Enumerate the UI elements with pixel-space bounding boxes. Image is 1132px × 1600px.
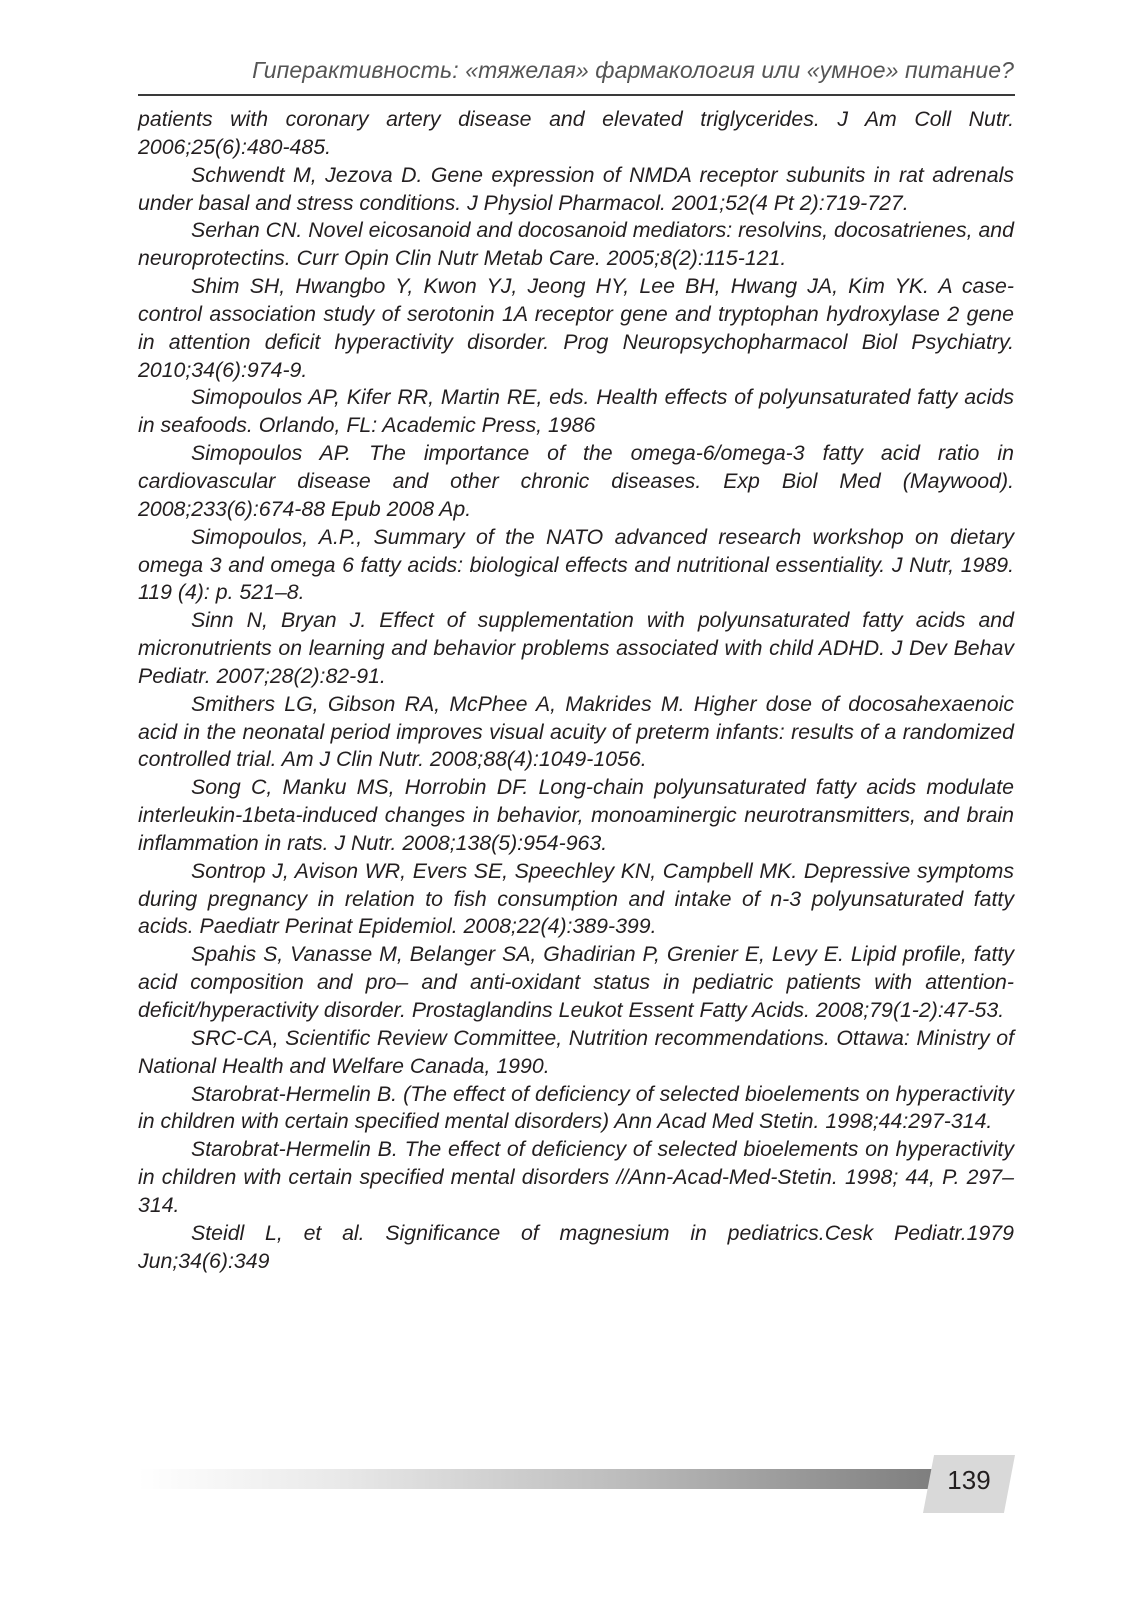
reference-entry: Sontrop J, Avison WR, Evers SE, Speechley KN, Campbell MK. Depressive symptoms during pregnancy in relation to fish consumption and intake of n-3 polyunsaturated fatty acids. Paediatr Perinat Epidemiol. 2008;22(4):389-399. [138,858,1014,939]
page-number: 139 [947,1465,991,1495]
header-rule [138,94,1015,96]
reference-entry: Spahis S, Vanasse M, Belanger SA, Ghadirian P, Grenier E, Levy E. Lipid profile, fatty acid composition and pro– and anti-oxidant status in pediatric patients with attention-deficit/hyperactivity disorder. Prostaglandins Leukot Essent Fatty Acids. 2008;79(1-2):47-53. [138,942,1014,1022]
reference-entry: Steidl L, et al. Significance of magnesium in pediatrics.Cesk Pediatr.1979 Jun;34(6):349 [138,1220,1014,1273]
reference-entry-continued: patients with coronary artery disease and elevated triglycerides. J Am Coll Nutr. 2006;25(6):480-485. [138,107,1014,159]
reference-entry: Schwendt M, Jezova D. Gene expression of NMDA receptor subunits in rat adrenals under basal and stress conditions. J Physiol Pharmacol. 2001;52(4 Pt 2):719-727. [138,162,1014,215]
reference-entry: Sinn N, Bryan J. Effect of supplementation with polyunsaturated fatty acids and micronutrients on learning and behavior problems associated with child ADHD. J Dev Behav Pediatr. 2007;28(2):82-91. [138,608,1014,688]
reference-entry: Starobrat-Hermelin B. The effect of deficiency of selected bioelements on hyperactivity in children with certain specified mental disorders //Ann-Acad-Med-Stetin. 1998; 44, P. 297–314. [138,1137,1014,1217]
reference-entry: Shim SH, Hwangbo Y, Kwon YJ, Jeong HY, Lee BH, Hwang JA, Kim YK. A case-control association study of serotonin 1A receptor gene and tryptophan hydroxylase 2 gene in attention deficit hyperactivity disorder. Prog Neuropsychopharmacol Biol Psychiatry. 2010;34(6):974-9. [138,274,1014,382]
reference-list [138,106,1014,1275]
reference-entry: Simopoulos, A.P., Summary of the NATO advanced research workshop on dietary omega 3 and omega 6 fatty acids: biological effects and nutritional essentiality. J Nutr, 1989. 119 (4): p. 521–8. [138,524,1014,605]
reference-entry: Smithers LG, Gibson RA, McPhee A, Makrides M. Higher dose of docosahexaenoic acid in the neonatal period improves visual acuity of preterm infants: results of a randomized controlled trial. Am J Clin Nutr. 2008;88(4):1049-1056. [138,691,1014,772]
reference-entry: Serhan CN. Novel eicosanoid and docosanoid mediators: resolvins, docosatrienes, and neuroprotectins. Curr Opin Clin Nutr Metab Care. 2005;8(2):115-121. [138,218,1014,271]
reference-entry: Song C, Manku MS, Horrobin DF. Long-chain polyunsaturated fatty acids modulate interleukin-1beta-induced changes in behavior, monoaminergic neurotransmitters, and brain inflammation in rats. J Nutr. 2008;138(5):954-963. [138,775,1014,855]
reference-entry: SRC-CA, Scientific Review Committee, Nutrition recommendations. Ottawa: Ministry of National Health and Welfare Canada, 1990. [138,1025,1014,1078]
reference-entry: Simopoulos AP. The importance of the omega-6/omega-3 fatty acid ratio in cardiovascular disease and other chronic diseases. Exp Biol Med (Maywood). 2008;233(6):674-88 Epub 2008 Ap. [138,441,1014,521]
footer-gradient-bar [138,1469,938,1489]
reference-entry: Simopoulos AP, Kifer RR, Martin RE, eds. Health effects of polyunsaturated fatty acids in seafoods. Orlando, FL: Academic Press, 1986 [138,385,1014,438]
running-header: Гиперактивность: «тяжелая» фармакология или «умное» питание? [252,57,1014,83]
reference-entry: Starobrat-Hermelin B. (The effect of deficiency of selected bioelements on hyperactivity in children with certain specified mental disorders) Ann Acad Med Stetin. 1998;44:297-314. [138,1081,1014,1134]
